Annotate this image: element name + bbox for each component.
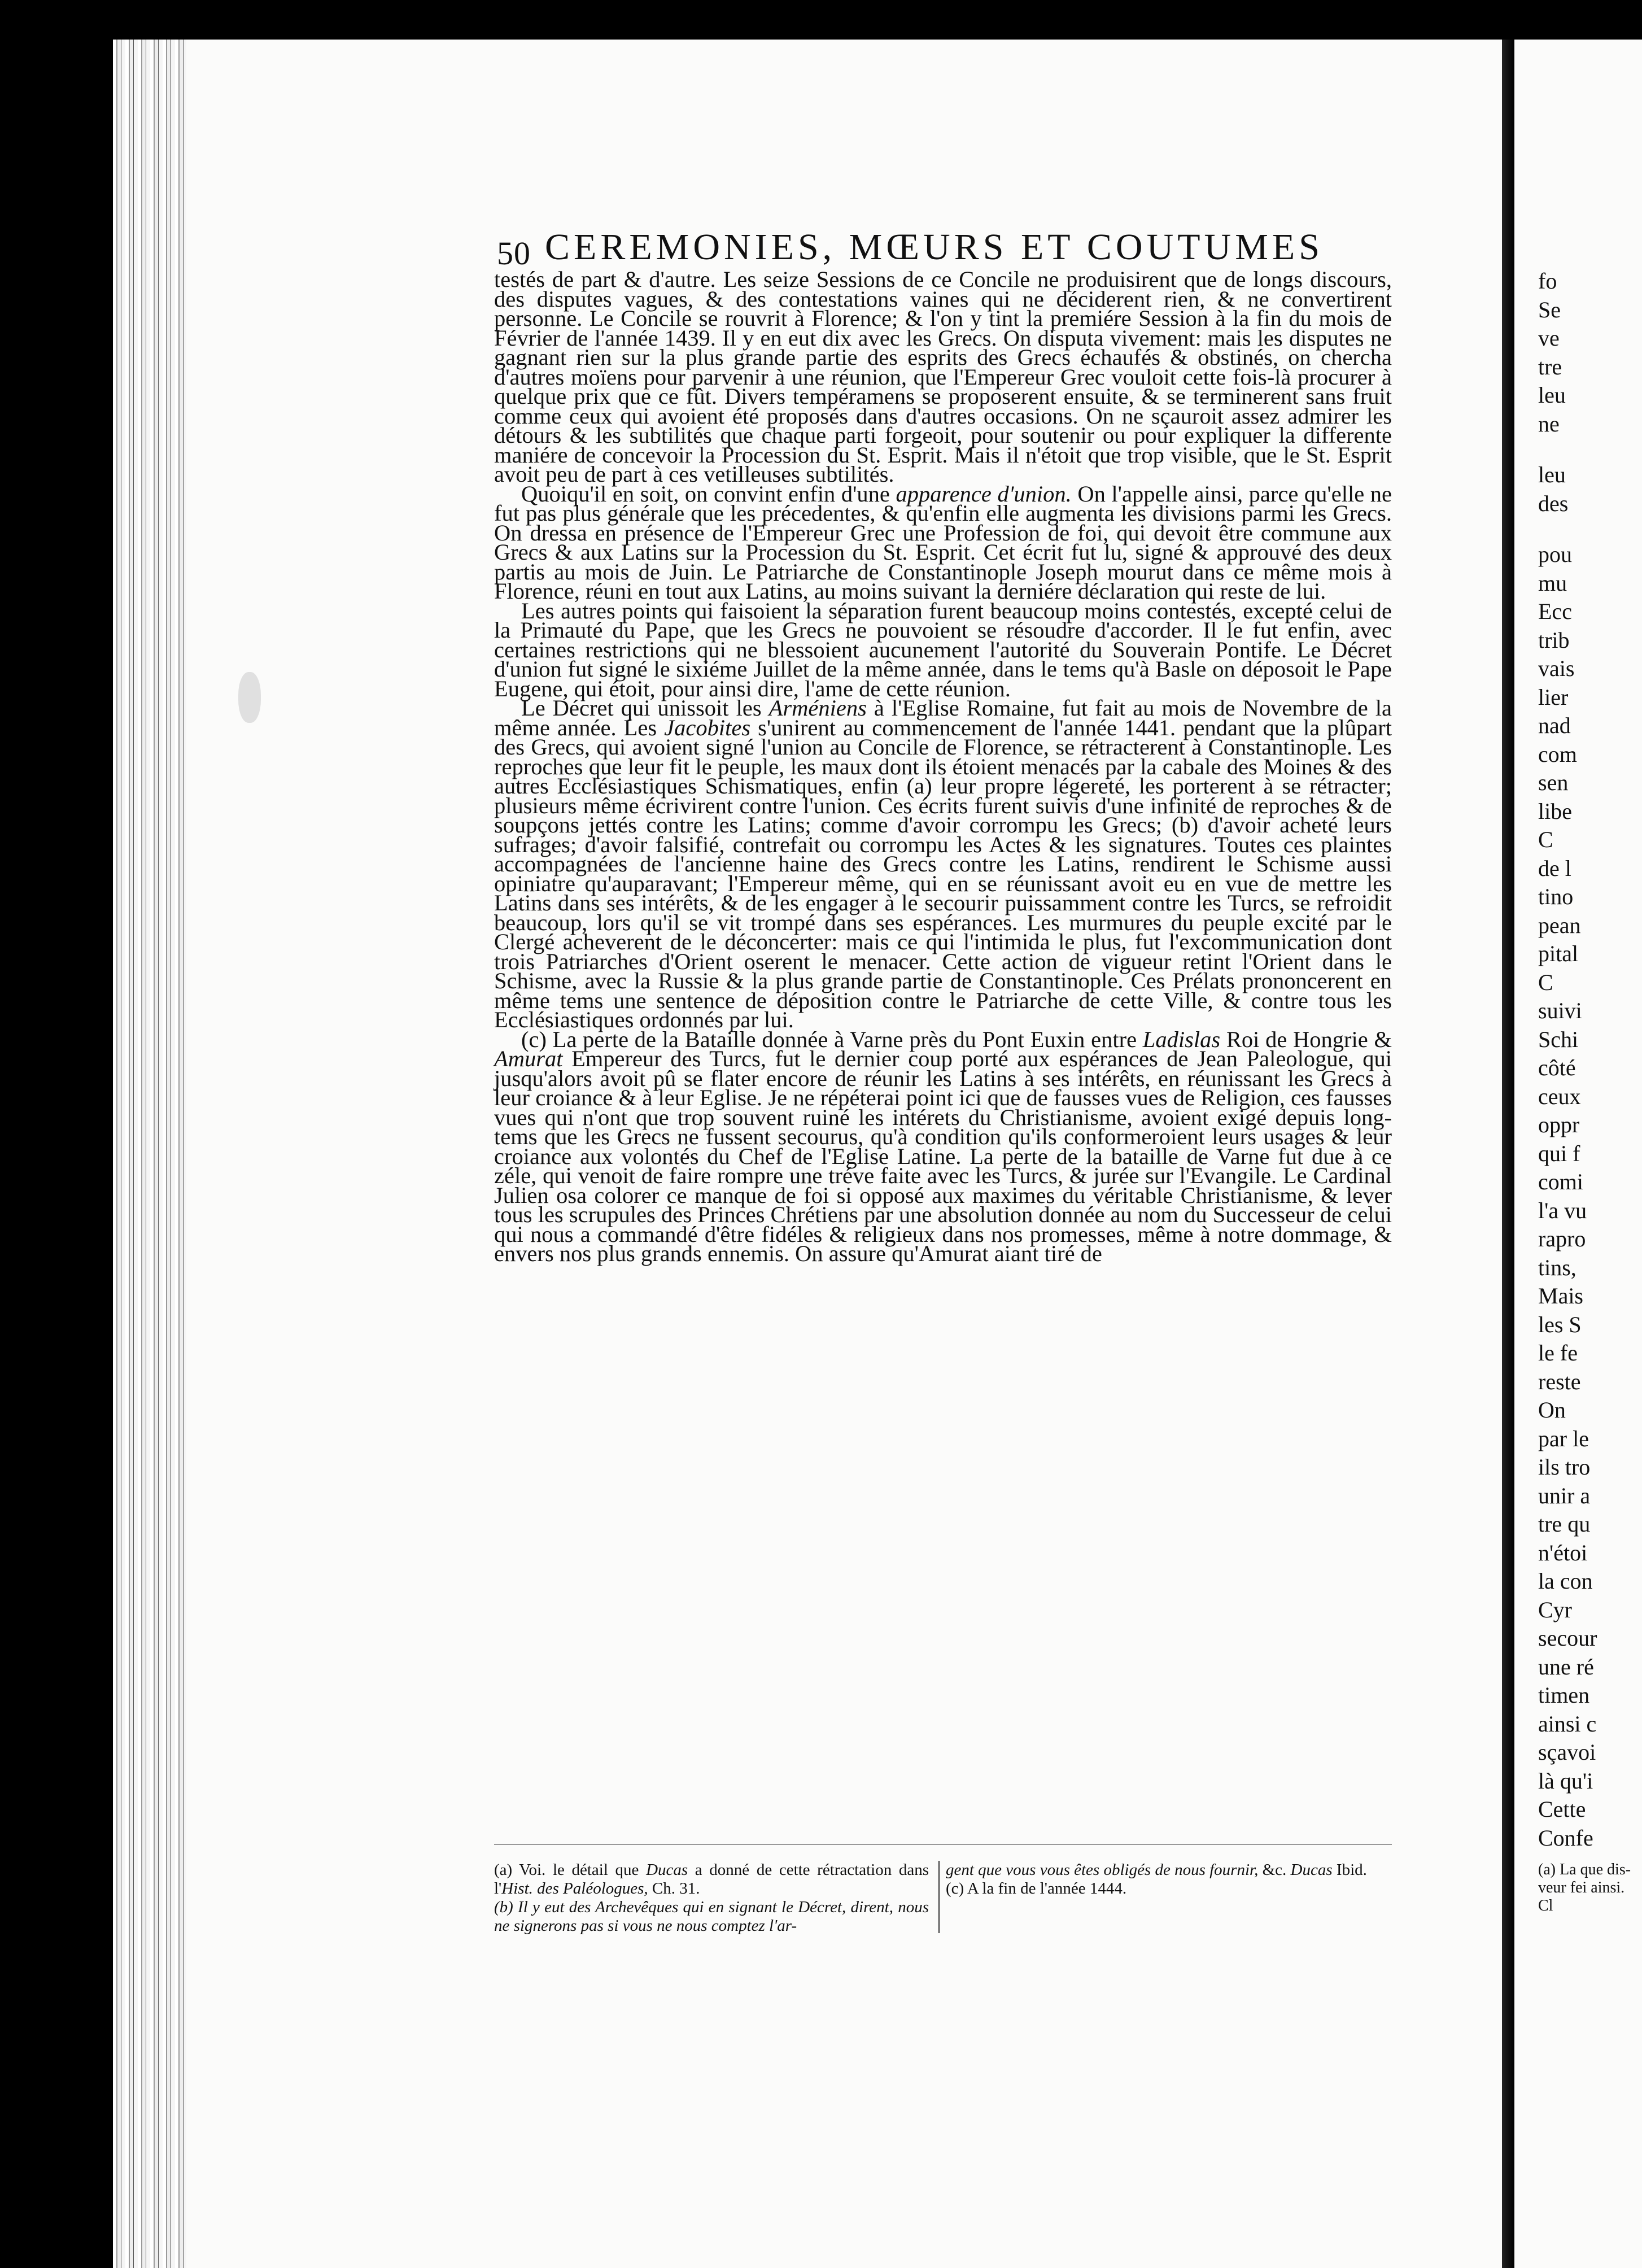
text-run: Ch. 31. <box>648 1879 700 1898</box>
right-page-footnote: (a) La que dis- veur fei ainsi. Cl <box>1538 1861 1631 1914</box>
right-page-line-fragment: Ecc <box>1538 599 1572 624</box>
italic-run: Amurat <box>494 1046 563 1071</box>
right-page-line-fragment: les S <box>1538 1311 1582 1337</box>
right-page-line-fragment: ils tro <box>1538 1454 1591 1480</box>
right-page-line-fragment: comi <box>1538 1169 1583 1194</box>
right-page-line-fragment: la con <box>1538 1568 1593 1594</box>
footnotes-left-column <box>494 1861 929 1935</box>
text-run: s'unirent au commencement de l'année 1441. pendant que la plûpart des Grecs, qui avoient signé l'union au Concile de Florence, se rétracterent à Constantinople. Les reproches que leur fit le peuple, les maux dont ils étoient menacés par la cabale des Moines & des autres Ecclésiastiques Schismatiques, enfin (a) leur propre légereté, les porterent à se rétracter; plusieurs même écrivirent contre l'union. Ces écrits furent suivis d'une infinité de reproches & de soupçons jettés contre les Latins; comme d'avoir corrompu les Grecs; (b) d'avoir acheté leurs sufrages; d'avoir falsifié, contrefait ou corrompu les Actes & les signatures. Toutes ces plaintes accompagnées de l'ancienne haine des Grecs contre les Latins, rendirent le Schisme aussi opiniatre qu'auparavant; l'Empereur même, qui en se réunissant avoit eu en vue de mettre les Latins dans ses intérêts, & de les engager à le secourir puissamment contre les Turcs, se refroidit beaucoup, lors qu'il se vit trompé dans ses espérances. Les murmures du peuple excité par le Clergé acheverent de le déconcerter: mais ce qui l'intimida le plus, fut l'excommunication dont trois Patriarches d'Orient oserent le menacer. Cette action de vigueur retint l'Orient dans le Schisme, avec la Russie & la plus grande partie de Constantinople. Ces Prélats prononcerent en même tems une sentence de déposition contre le Patriarche de cette Ville, & contre tous les Ecclésiastiques ordonnés par lui. <box>494 714 1392 1032</box>
right-page-line-fragment: tins, <box>1538 1254 1577 1280</box>
footnote-b: (b) Il y eut des Archevêques qui en signant le Décret, dirent, nous ne signerons pas si vous ne nous comptez l'ar- <box>494 1898 929 1935</box>
text-run: Empereur des Turcs, fut le dernier coup porté aux espérances de Jean Paleologue, qui jusqu'alors avoit pû se flater encore de réunir les Latins à ses intérêts, en réunissant les Grecs à leur croiance & à leur Eglise. Je ne répéterai point ici que de fausses vues de Religion, ces fausses vues qui n'ont que trop souvent ruiné les intérets du Christianisme, avoient exigé depuis long-tems que les Grecs ne fussent secourus, qu'à condition qu'ils conformeroient leurs usages & leur croiance aux volontés du Chef de l'Eglise Latine. La perte de la bataille de Varne fut due à ce zéle, qui venoit de faire rompre une tréve faite avec les Turcs, & jurée sur l'Evangile. Le Cardinal Julien osa colorer ce manque de foi si opposé aux maximes du véritable Christianisme, & lever tous les scrupules des Princes Chrétiens par une absolution donnée au nom du Successeur de celui qui nous a commandé d'être fidéles & religieux dans nos promesses, même à notre dommage, & envers nos plus grands ennemis. On assure qu'Amurat aiant tiré de <box>494 1046 1392 1266</box>
text-run: à l'Eglise Romaine, fut fait au mois de Novembre de la même année. Les <box>494 695 1392 740</box>
paragraph-3: Les autres points qui faisoient la séparation furent beaucoup moins contestés, excepté celui de la Primauté du Pape, que les Grecs ne pouvoient se résoudre d'accorder. Il le fut enfin, avec certaines restrictions qui ne blessoient aucunement l'autorité du Souverain Pontife. Le Décret d'union fut signé le sixiéme Juillet de la même année, dans le tems qu'à Basle on déposoit le Pape Eugene, qui étoit, pour ainsi dire, l'ame de cette réunion. <box>494 597 1392 701</box>
right-page-line-fragment: Se <box>1538 296 1561 322</box>
right-page-line-fragment: sçavoi <box>1538 1739 1596 1765</box>
right-page-line-fragment: leu <box>1538 462 1566 487</box>
right-page-line-fragment: fo <box>1538 268 1557 294</box>
right-page-line-fragment: qui f <box>1538 1140 1580 1166</box>
right-page-line-fragment: Schi <box>1538 1026 1579 1052</box>
right-page-line-fragment: Confe <box>1538 1825 1593 1851</box>
right-page-line-fragment: des <box>1538 490 1569 516</box>
right-page-line-fragment: tino <box>1538 884 1574 909</box>
page-number: 50 <box>497 235 531 272</box>
right-page-line-fragment: vais <box>1538 656 1575 681</box>
italic-run: gent que vous vous êtes obligés de nous fournir, <box>946 1861 1259 1879</box>
right-page-line-fragment: Cette <box>1538 1796 1586 1822</box>
footnote-a <box>494 1861 929 1898</box>
running-title: CEREMONIES, MŒURS ET COUTUMES <box>545 226 1324 268</box>
right-page-fragment <box>1514 40 1642 2268</box>
right-page-line-fragment: trib <box>1538 627 1570 653</box>
main-text <box>494 267 1392 1266</box>
right-page-line-fragment: libe <box>1538 798 1572 824</box>
paper-stain <box>238 672 261 723</box>
italic-run: Hist. des Paléologues, <box>501 1879 648 1898</box>
right-page-line-fragment: reste <box>1538 1368 1581 1394</box>
italic-run: Arméniens <box>768 695 867 721</box>
paragraph-5 <box>494 1026 1392 1266</box>
paragraph-2 <box>494 481 1392 604</box>
right-page-line-fragment: C <box>1538 969 1553 995</box>
paragraph-1: testés de part & d'autre. Les seize Sessions de ce Concile ne produisirent que de longs discours, des disputes vagues, & des contestations vaines qui ne déciderent rien, & ne convertirent personne. Le Concile se rouvrit à Florence; & l'on y tint la premiére Session à la fin du mois de Février de l'année 1439. Il y en eut dix avec les Grecs. On disputa vivement: mais les disputes ne gagnant rien sur la plus grande partie des esprits des Grecs échaufés & obstinés, on chercha d'autres moïens pour parvenir à une réunion, que l'Empereur Grec vouloit cette fois-là procurer à quelque prix que ce fût. Divers tempéramens se proposerent ensuite, & se terminerent sans fruit comme ceux qui avoient été proposés dans d'autres occasions. On ne sçauroit assez admirer les détours & les subtilités que chaque parti forgeoit, pour soutenir ou pour expliquer la differente maniére de concevoir la Procession du St. Esprit. Mais il n'étoit que trop visible, que le St. Esprit avoit peu de part à ces vetilleuses subtilités. <box>494 267 1392 487</box>
footnote-rule <box>494 1844 1392 1845</box>
text-run: &c. <box>1258 1861 1291 1879</box>
right-page-line-fragment: tre qu <box>1538 1511 1591 1537</box>
right-page-line-fragment: pean <box>1538 912 1581 938</box>
right-page-line-fragment: par le <box>1538 1425 1589 1451</box>
right-page-line-fragment: de l <box>1538 855 1571 881</box>
right-page-line-fragment: suivi <box>1538 998 1582 1023</box>
right-page-line-fragment: rapro <box>1538 1226 1586 1251</box>
italic-run: Jacobites <box>664 714 751 740</box>
italic-run: Ladislas <box>1142 1026 1221 1052</box>
right-page-line-fragment: pital <box>1538 941 1579 966</box>
right-page-line-fragment: sen <box>1538 770 1569 795</box>
text-run: On l'appelle ainsi, parce qu'elle ne fut pas plus générale que les précedentes, & qu'enfin elle augmenta les divisions parmi les Grecs. On dressa en présence de l'Empereur Grec une Profession de foi, qui devoit être commune aux Grecs & aux Latins sur la Procession du St. Esprit. Cet écrit fut lu, signé & approuvé des deux partis au mois de Juin. Le Patriarche de Constantinople Joseph mourut dans ce même mois à Florence, réuni en tout aux Latins, au moins suivant la derniére déclaration qui reste de lui. <box>494 481 1392 604</box>
right-page-line-fragment: On <box>1538 1397 1566 1423</box>
text-run: Le Décret qui unissoit les <box>521 695 769 721</box>
text-run: (c) La perte de la Bataille donnée à Varne près du Pont Euxin entre <box>521 1026 1143 1052</box>
right-page-line-fragment: Mais <box>1538 1283 1583 1309</box>
book-gutter <box>1502 40 1514 2268</box>
right-page-line-fragment: là qu'i <box>1538 1768 1593 1794</box>
right-page-line-fragment: unir a <box>1538 1482 1591 1508</box>
right-page-line-fragment: ainsi c <box>1538 1711 1597 1737</box>
footnote-b-continued <box>946 1861 1392 1879</box>
right-page-line-fragment: ne <box>1538 411 1560 437</box>
text-run: Quoiqu'il en soit, on convint enfin d'une <box>521 481 896 507</box>
right-page-line-fragment: le fe <box>1538 1340 1578 1366</box>
right-page-line-fragment: tre <box>1538 354 1562 380</box>
right-page-line-fragment: nad <box>1538 713 1571 738</box>
right-page-line-fragment: leu <box>1538 382 1566 408</box>
footnotes-right-column <box>946 1861 1392 1898</box>
right-page-line-fragment: mu <box>1538 570 1567 596</box>
text-run: Ibid. <box>1332 1861 1367 1879</box>
right-page-line-fragment: n'étoi <box>1538 1539 1588 1565</box>
right-page-line-fragment: Cyr <box>1538 1597 1572 1623</box>
right-page-line-fragment: oppr <box>1538 1112 1580 1137</box>
right-page-line-fragment: ceux <box>1538 1083 1581 1109</box>
footnote-column-divider <box>938 1861 940 1933</box>
text-run: Roi de Hongrie & <box>1220 1026 1392 1052</box>
right-page-line-fragment: com <box>1538 741 1577 767</box>
right-page-line-fragment: lier <box>1538 684 1569 710</box>
right-page-line-fragment: secour <box>1538 1625 1597 1651</box>
right-page-line-fragment: ve <box>1538 325 1560 351</box>
right-page-line-fragment: pou <box>1538 542 1572 567</box>
italic-run: apparence d'union. <box>896 481 1072 507</box>
text-run: (a) Voi. le détail que <box>494 1861 647 1879</box>
text-run: a donné de cette rétractation dans l' <box>494 1861 929 1898</box>
italic-run: Ducas <box>1290 1861 1333 1879</box>
paragraph-4 <box>494 695 1392 1032</box>
right-page-line-fragment: l'a vu <box>1538 1197 1587 1223</box>
right-page-line-fragment: C <box>1538 827 1553 852</box>
footnote-c: (c) A la fin de l'année 1444. <box>946 1879 1127 1898</box>
italic-run: Ducas <box>646 1861 688 1879</box>
page-edges <box>113 40 192 2268</box>
right-page-line-fragment: côté <box>1538 1055 1576 1080</box>
right-page-line-fragment: timen <box>1538 1682 1590 1708</box>
right-page-line-fragment: une ré <box>1538 1654 1594 1680</box>
